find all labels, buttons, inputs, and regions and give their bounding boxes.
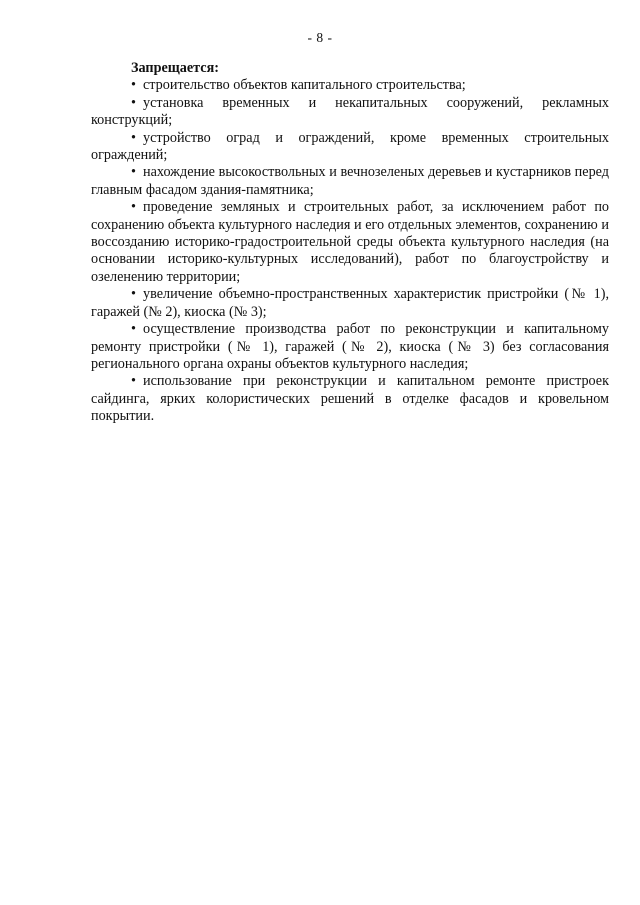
list-item-text: осуществление производства работ по реконструкции и капитальному ремонту пристройки (№ 1), гаражей (№ 2), киоска (№ 3) без согласования регионального органа охраны объектов культурного наследия; <box>91 321 609 372</box>
bullet-icon: • <box>131 286 136 303</box>
list-item-text: нахождение высокоствольных и вечнозеленых деревьев и кустарников перед главным фасадом здания-памятника; <box>91 164 609 198</box>
list-item <box>91 95 609 130</box>
prohibitions-heading: Запрещается: <box>131 60 219 76</box>
document-body <box>91 60 609 426</box>
list-item-text: устройство оград и ограждений, кроме временных строительных ограждений; <box>91 129 609 164</box>
bullet-icon: • <box>131 77 136 94</box>
list-item-text: проведение земляных и строительных работ, за исключением работ по сохранению объекта культурного наследия и его отдельных элементов, сохранению и воссозданию историко-градостроительной среды объекта культурного наследия (на основании историко-культурных исследований), работ по благоустройству и озеленению территории; <box>91 199 609 285</box>
bullet-icon: • <box>131 129 136 146</box>
list-item <box>91 77 609 94</box>
bullet-icon: • <box>131 164 136 181</box>
bullet-icon: • <box>131 373 136 390</box>
list-item <box>91 199 609 286</box>
list-item-text: установка временных и некапитальных сооружений, рекламных конструкций; <box>91 94 609 129</box>
list-item-text: использование при реконструкции и капитальном ремонте пристроек сайдинга, ярких колористических решений в отделке фасадов и кровельном покрытии. <box>91 373 609 425</box>
list-item <box>91 130 609 165</box>
bullet-icon: • <box>131 94 136 111</box>
list-item <box>91 321 609 373</box>
page-number: - 8 - <box>307 30 333 45</box>
bullet-icon: • <box>131 321 136 338</box>
list-item <box>91 164 609 199</box>
list-item-text: увеличение объемно-пространственных характеристик пристройки (№ 1), гаражей (№ 2), киоска (№ 3); <box>91 286 609 320</box>
list-item-text: строительство объектов капитального строительства; <box>143 77 466 94</box>
list-item <box>91 286 609 321</box>
list-item <box>91 373 609 425</box>
bullet-icon: • <box>131 199 136 216</box>
